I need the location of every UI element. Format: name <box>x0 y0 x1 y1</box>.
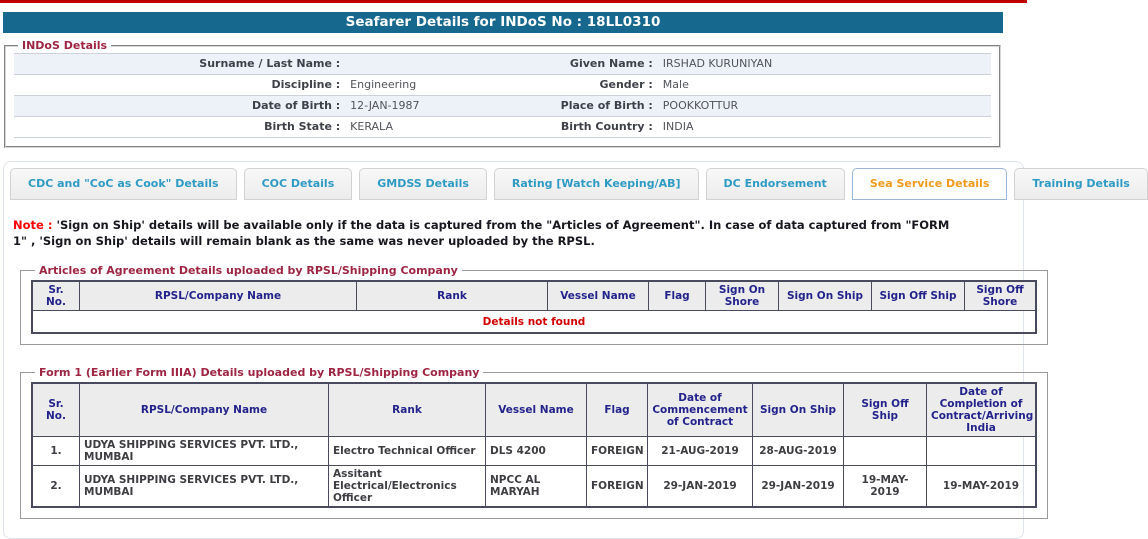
table-cell: NPCC AL MARYAH <box>486 466 587 508</box>
note <box>13 217 959 249</box>
field-value: IRSHAD KURUNIYAN <box>662 57 773 70</box>
field-label: Birth Country : <box>560 120 653 133</box>
indos-row <box>14 117 991 138</box>
column-header: Flag <box>587 383 648 437</box>
table-cell: FOREIGN <box>587 437 648 466</box>
tab-sea-service-details[interactable]: Sea Service Details <box>852 168 1008 200</box>
tab-bar <box>10 168 1130 200</box>
column-header: Sr. No. <box>32 281 80 311</box>
indos-details-section <box>4 39 1001 148</box>
column-header: Sign On Shore <box>706 281 779 311</box>
column-header: Sign On Ship <box>779 281 872 311</box>
empty-message: Details not found <box>32 311 1036 334</box>
field-label: Surname / Last Name : <box>199 57 341 70</box>
tab-training-details[interactable]: Training Details <box>1014 168 1147 200</box>
note-text: 'Sign on Ship' details will be available only if the data is captured from the "Articles of Agreement". In case of data captured from "FORM 1" , 'Sign on Ship' details will remain blank as the same was never uploaded by the RPSL. <box>13 218 950 249</box>
field-value: INDIA <box>662 120 694 133</box>
field-value: Engineering <box>350 78 417 91</box>
table-cell: 2. <box>32 466 80 508</box>
column-header: Sign Off Shore <box>965 281 1037 311</box>
top-accent-line <box>0 0 1027 3</box>
table-cell: Electro Technical Officer <box>329 437 486 466</box>
tab-gmdss-details[interactable]: GMDSS Details <box>359 168 487 200</box>
table-row <box>32 437 1036 466</box>
column-header: Date of Completion of Contract/Arriving India <box>927 383 1037 437</box>
table-cell: 19-MAY-2019 <box>844 466 927 508</box>
field-label: Discipline : <box>271 78 341 91</box>
column-header: Date of Commencement of Contract <box>648 383 753 437</box>
column-header: Sr. No. <box>32 383 80 437</box>
table-row <box>32 466 1036 508</box>
form1-section <box>20 366 1048 519</box>
indos-details-rows <box>14 53 991 138</box>
tab-coc-details[interactable]: COC Details <box>244 168 353 200</box>
table-cell: 29-JAN-2019 <box>753 466 844 508</box>
field-value: POOKKOTTUR <box>662 99 739 112</box>
table-cell: 29-JAN-2019 <box>648 466 753 508</box>
table-cell: DLS 4200 <box>486 437 587 466</box>
indos-row <box>14 54 991 75</box>
tab-panel <box>3 161 1130 539</box>
field-label: Date of Birth : <box>252 99 341 112</box>
table-cell <box>844 437 927 466</box>
column-header: Rank <box>357 281 548 311</box>
table-cell: UDYA SHIPPING SERVICES PVT. LTD., MUMBAI <box>80 466 329 508</box>
column-header: Sign On Ship <box>753 383 844 437</box>
column-header: Sign Off Ship <box>872 281 965 311</box>
tab-rating-watch-keeping-ab[interactable]: Rating [Watch Keeping/AB] <box>494 168 699 200</box>
column-header: RPSL/Company Name <box>80 281 357 311</box>
field-value: KERALA <box>350 120 393 133</box>
field-label: Place of Birth : <box>560 99 653 112</box>
indos-details-legend: INDoS Details <box>22 39 108 52</box>
indos-row <box>14 75 991 96</box>
form1-legend: Form 1 (Earlier Form IIIA) Details uploaded by RPSL/Shipping Company <box>39 366 480 380</box>
column-header: RPSL/Company Name <box>80 383 329 437</box>
field-label: Birth State : <box>264 120 341 133</box>
column-header: Vessel Name <box>548 281 649 311</box>
note-label: Note : <box>13 218 57 232</box>
table-cell: 28-AUG-2019 <box>753 437 844 466</box>
articles-of-agreement-table <box>31 280 1037 334</box>
field-value <box>346 54 512 74</box>
table-cell: 19-MAY-2019 <box>927 466 1037 508</box>
tab-cdc-and-coc-as-cook-details[interactable]: CDC and "CoC as Cook" Details <box>10 168 237 200</box>
field-label: Gender : <box>599 78 653 91</box>
field-value: 12-JAN-1987 <box>350 99 420 112</box>
table-cell: 1. <box>32 437 80 466</box>
table-cell: Assitant Electrical/Electronics Officer <box>329 466 486 508</box>
form1-table <box>31 382 1037 508</box>
field-label: Given Name : <box>569 57 653 70</box>
table-cell: FOREIGN <box>587 466 648 508</box>
indos-row <box>14 96 991 117</box>
column-header: Sign Off Ship <box>844 383 927 437</box>
column-header: Rank <box>329 383 486 437</box>
articles-of-agreement-section <box>20 264 1048 345</box>
column-header: Flag <box>649 281 706 311</box>
tab-dc-endorsement[interactable]: DC Endorsement <box>706 168 845 200</box>
page-title: Seafarer Details for INDoS No : 18LL0310 <box>3 12 1003 33</box>
table-cell <box>927 437 1037 466</box>
table-cell: UDYA SHIPPING SERVICES PVT. LTD., MUMBAI <box>80 437 329 466</box>
table-cell: 21-AUG-2019 <box>648 437 753 466</box>
field-value: Male <box>662 78 689 91</box>
column-header: Vessel Name <box>486 383 587 437</box>
articles-of-agreement-legend: Articles of Agreement Details uploaded by RPSL/Shipping Company <box>39 264 458 278</box>
